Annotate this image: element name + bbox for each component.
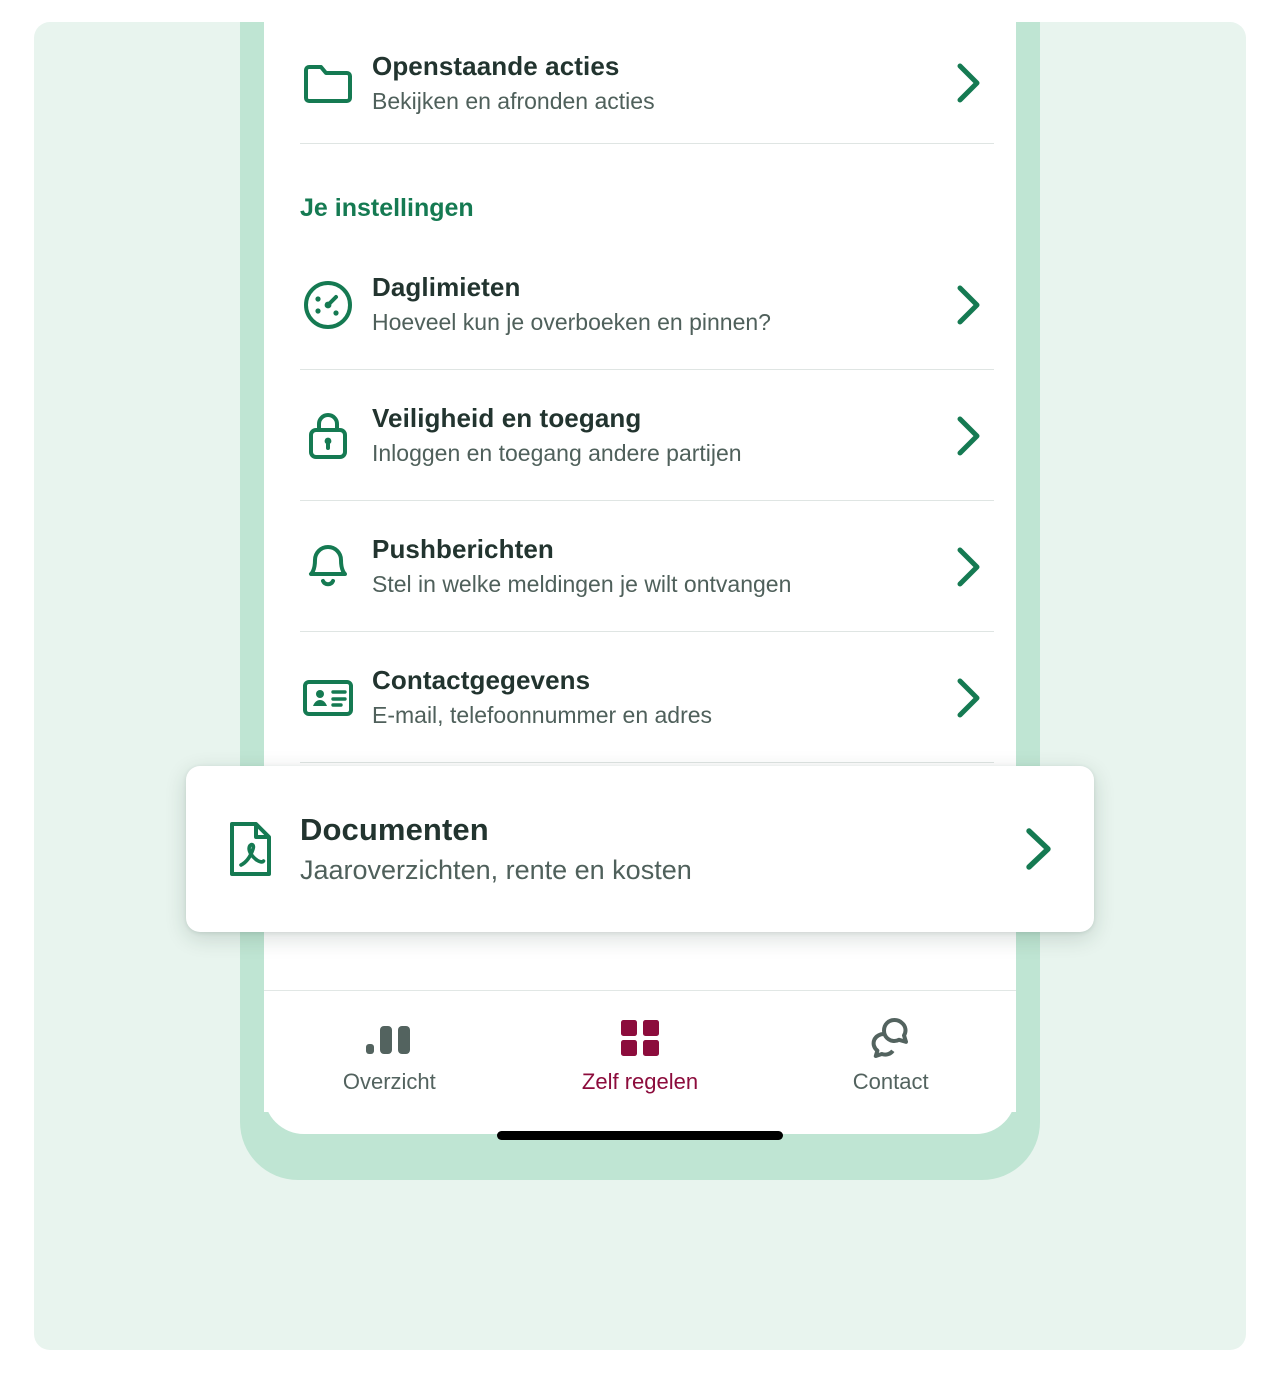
grid-squares-icon (617, 1015, 663, 1061)
list-item-text (372, 534, 942, 598)
phone-screen (264, 22, 1016, 1134)
tab-label-overzicht: Overzicht (342, 1068, 436, 1094)
list-item-title: Contactgegevens (372, 665, 591, 696)
highlighted-list-item-documenten[interactable] (186, 766, 1094, 932)
chevron-right-icon[interactable] (942, 62, 982, 104)
lock-icon (300, 408, 356, 464)
home-indicator (497, 1131, 783, 1140)
list-item-text (372, 272, 942, 336)
highlighted-item-text (300, 811, 1014, 887)
list-item-text (372, 403, 942, 467)
id-card-icon (300, 670, 356, 726)
tab-zelf-regelen[interactable] (515, 991, 766, 1112)
folder-icon (300, 55, 356, 111)
tab-contact[interactable] (765, 991, 1016, 1112)
list-item-subtitle: Stel in welke meldingen je wilt ontvangen (372, 571, 792, 598)
list-item-title: Openstaande acties (372, 50, 620, 81)
list-item-subtitle: Inloggen en toegang andere partijen (372, 440, 742, 467)
list-item-openstaande-acties[interactable] (264, 22, 1016, 144)
list-item-title: Pushberichten (372, 534, 554, 565)
list-item-title: Veiligheid en toegang (372, 403, 642, 434)
list-item-daglimieten[interactable] (264, 239, 1016, 370)
tab-overzicht[interactable] (264, 991, 515, 1112)
chevron-right-icon[interactable] (942, 677, 982, 719)
list-item-contactgegevens[interactable] (264, 632, 1016, 763)
list-item-subtitle: E-mail, telefoonnummer en adres (372, 702, 713, 729)
chevron-right-icon[interactable] (942, 284, 982, 326)
tab-label-zelf-regelen: Zelf regelen (581, 1068, 699, 1094)
bar-chart-icon (360, 1015, 418, 1061)
section-header-instellingen: Je instellingen (300, 194, 474, 222)
chevron-right-icon[interactable] (942, 415, 982, 457)
list-item-pushberichten[interactable] (264, 501, 1016, 632)
chat-bubbles-icon (862, 1015, 920, 1061)
settings-list (264, 22, 1016, 763)
list-item-subtitle: Hoeveel kun je overboeken en pinnen? (372, 309, 771, 336)
bell-icon (300, 539, 356, 595)
bottom-tab-bar (264, 990, 1016, 1112)
list-item-veiligheid-en-toegang[interactable] (264, 370, 1016, 501)
speedometer-icon (300, 277, 356, 333)
list-item-text (372, 51, 942, 115)
list-item-subtitle: Bekijken en afronden acties (372, 87, 655, 114)
pdf-document-icon (220, 819, 280, 879)
row-divider (300, 762, 994, 763)
highlighted-item-subtitle: Jaaroverzichten, rente en kosten (300, 855, 692, 886)
chevron-right-icon[interactable] (942, 546, 982, 588)
row-divider (300, 143, 994, 144)
list-item-text (372, 665, 942, 729)
list-item-title: Daglimieten (372, 272, 521, 303)
highlighted-item-title: Documenten (300, 812, 489, 848)
tab-label-contact: Contact (852, 1068, 929, 1094)
chevron-right-icon[interactable] (1014, 826, 1054, 872)
